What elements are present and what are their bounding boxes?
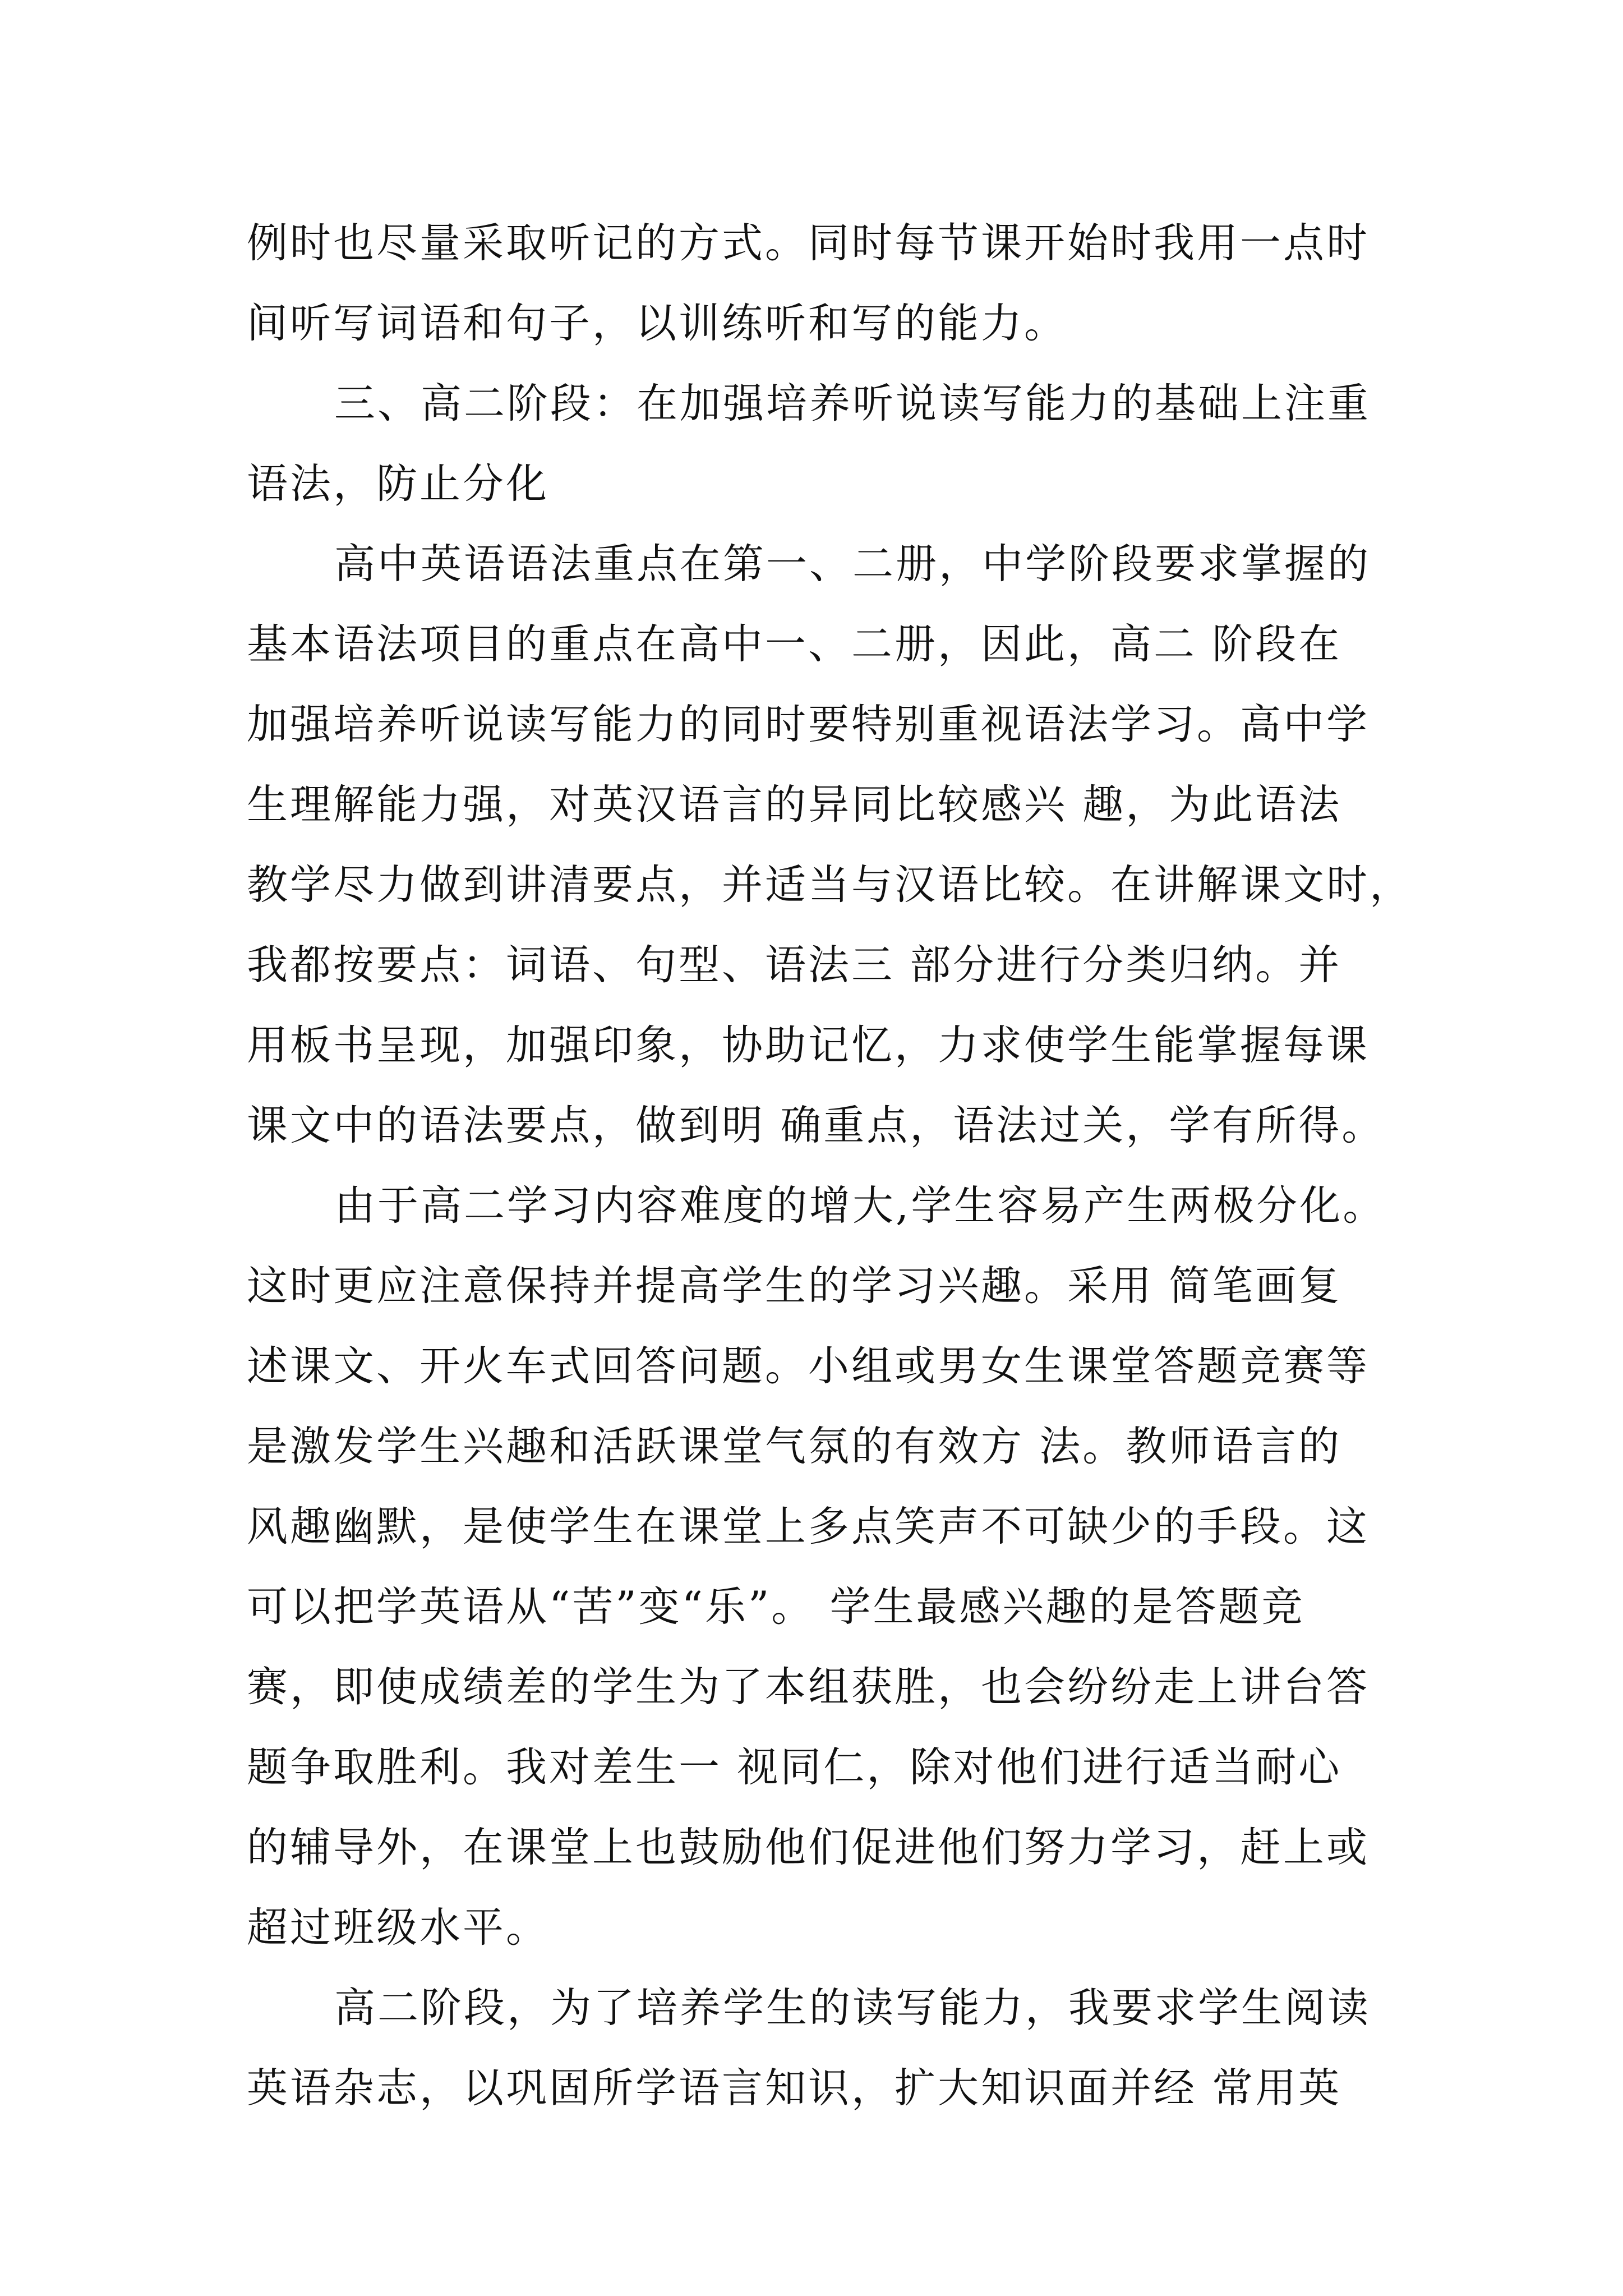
text-line: 间听写词语和句子，以训练听和写的能力。 [247,300,1067,347]
text-line: 生理解能力强，对英汉语言的异同比较感兴 趣，为此语法 [247,781,1342,829]
paragraph-start-line: 由于高二学习内容难度的增大,学生容易产生两极分化。 [334,1182,1386,1230]
text-line: 教学尽力做到讲清要点，并适当与汉语比较。在讲解课文时， [247,861,1413,909]
text-line: 这时更应注意保持并提高学生的学习兴趣。采用 简笔画复 [247,1262,1342,1310]
paragraph-start-line: 高中英语语法重点在第一、二册，中学阶段要求掌握的 [334,540,1371,588]
text-line: 题争取胜利。我对差生一 视同仁，除对他们进行适当耐心 [247,1743,1342,1791]
section-heading-line: 语法，防止分化 [247,460,549,508]
document-body [247,203,1413,2128]
text-line: 英语杂志，以巩固所学语言知识，扩大知识面并经 常用英 [247,2064,1342,2112]
text-line: 可以把学英语从“苦”变“乐”。 学生最感兴趣的是答题竞 [247,1583,1305,1631]
text-line: 基本语法项目的重点在高中一、二册，因此，高二 阶段在 [247,620,1342,668]
text-line: 超过班级水平。 [247,1904,549,1952]
text-line: 述课文、开火车式回答问题。小组或男女生课堂答题竞赛等 [247,1342,1370,1390]
text-line: 的辅导外，在课堂上也鼓励他们促进他们努力学习，赶上或 [247,1824,1370,1871]
text-line: 赛，即使成绩差的学生为了本组获胜，也会纷纷走上讲台答 [247,1663,1370,1711]
paragraph-start-line: 高二阶段，为了培养学生的读写能力，我要求学生阅读 [334,1984,1371,2032]
text-line: 课文中的语法要点，做到明 确重点，语法过关，学有所得。 [247,1102,1385,1149]
text-line: 例时也尽量采取听记的方式。同时每节课开始时我用一点时 [247,219,1370,267]
text-line: 我都按要点：词语、句型、语法三 部分进行分类归纳。并 [247,941,1342,989]
section-heading-line: 三、高二阶段：在加强培养听说读写能力的基础上注重 [334,380,1371,427]
text-line: 是激发学生兴趣和活跃课堂气氛的有效方 法。教师语言的 [247,1423,1342,1470]
text-line: 用板书呈现，加强印象，协助记忆，力求使学生能掌握每课 [247,1022,1370,1069]
text-line: 加强培养听说读写能力的同时要特别重视语法学习。高中学 [247,701,1370,748]
text-line: 风趣幽默，是使学生在课堂上多点笑声不可缺少的手段。这 [247,1503,1370,1550]
